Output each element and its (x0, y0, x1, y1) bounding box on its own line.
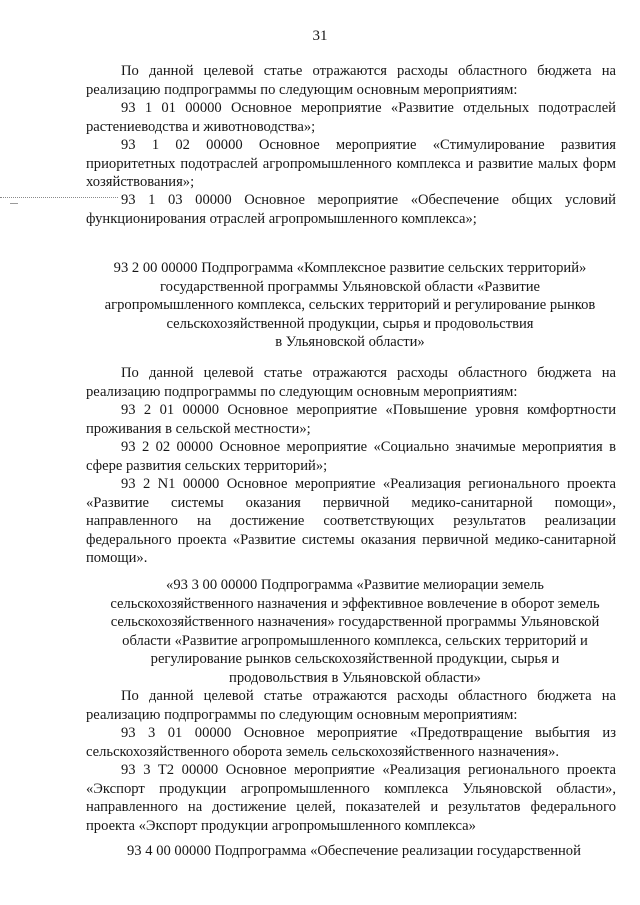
h3-line-1: «93 3 00 00000 Подпрограмма «Развитие мелиорации земель (166, 577, 544, 593)
s1-item-2: 93 1 02 00000 Основное мероприятие «Стимулирование развития приоритетных подотраслей агропромышленного комплекса и развитие малых форм хозяйствования»; (86, 137, 616, 190)
h2-line-5: в Ульяновской области» (275, 334, 425, 350)
subprogram-2-heading (70, 259, 630, 352)
s2-item-2: 93 2 02 00000 Основное мероприятие «Социально значимые мероприятия в сфере развития сельских территорий»; (86, 439, 616, 474)
subprogram-3-heading (80, 576, 630, 687)
s2-intro-paragraph: По данной целевой статье отражаются расходы областного бюджета на реализацию подпрограммы по следующим основным мероприятиям: (86, 365, 616, 400)
s1-intro-paragraph: По данной целевой статье отражаются расходы областного бюджета на реализацию подпрограммы по следующим основным мероприятиям: (86, 63, 616, 98)
s2-item-1: 93 2 01 00000 Основное мероприятие «Повышение уровня комфортности проживания в сельской местности»; (86, 402, 616, 437)
h2-line-4: сельскохозяйственной продукции, сырья и продовольствия (166, 315, 534, 332)
s1-item-3: 93 1 03 00000 Основное мероприятие «Обеспечение общих условий функционирования отраслей агропромышленного комплекса»; (86, 192, 616, 227)
h2-line-1: 93 2 00 00000 Подпрограмма «Комплексное развитие сельских территорий» (113, 260, 587, 276)
h2-line-3: агропромышленного комплекса, сельских территорий и регулирование рынков (104, 297, 596, 313)
h3-line-5: регулирование рынков сельскохозяйственной продукции, сырья и (150, 651, 560, 667)
h3-line-2: сельскохозяйственного назначения и эффективное вовлечение в оборот земель (110, 595, 600, 612)
s3-item-2: 93 3 T2 00000 Основное мероприятие «Реализация регионального проекта «Экспорт продукции агропромышленного комплекса Ульяновской области», направленного на достижение целей, показателей и результатов федерального проекта «Экспорт продукции агропромышленного комплекса» (86, 762, 616, 834)
s3-intro-paragraph: По данной целевой статье отражаются расходы областного бюджета на реализацию подпрограммы по следующим основным мероприятиям: (86, 688, 616, 723)
s1-item-1: 93 1 01 00000 Основное мероприятие «Развитие отдельных подотраслей растениеводства и животноводства»; (86, 100, 616, 135)
s3-item-1: 93 3 01 00000 Основное мероприятие «Предотвращение выбытия из сельскохозяйственного оборота земель сельскохозяйственного назначения». (86, 725, 616, 760)
s2-item-3: 93 2 N1 00000 Основное мероприятие «Реализация регионального проекта «Развитие системы оказания первичной медико-санитарной помощи», направленного на достижение соответствующих результатов реализации федерального проекта «Развитие системы оказания первичной медико-санитарной помощи». (86, 476, 616, 566)
h3-line-6: продовольствия в Ульяновской области» (229, 669, 481, 686)
page-number: 31 (312, 28, 328, 44)
subprogram-4-heading: 93 4 00 00000 Подпрограмма «Обеспечение реализации государственной (127, 843, 581, 859)
h2-line-2: государственной программы Ульяновской области «Развитие (159, 278, 541, 295)
h3-line-3: сельскохозяйственного назначения» государственной программы Ульяновской (110, 614, 600, 630)
scan-artifact-mark (10, 203, 18, 204)
h3-line-4: области «Развитие агропромышленного комплекса, сельских территорий и (122, 632, 588, 649)
